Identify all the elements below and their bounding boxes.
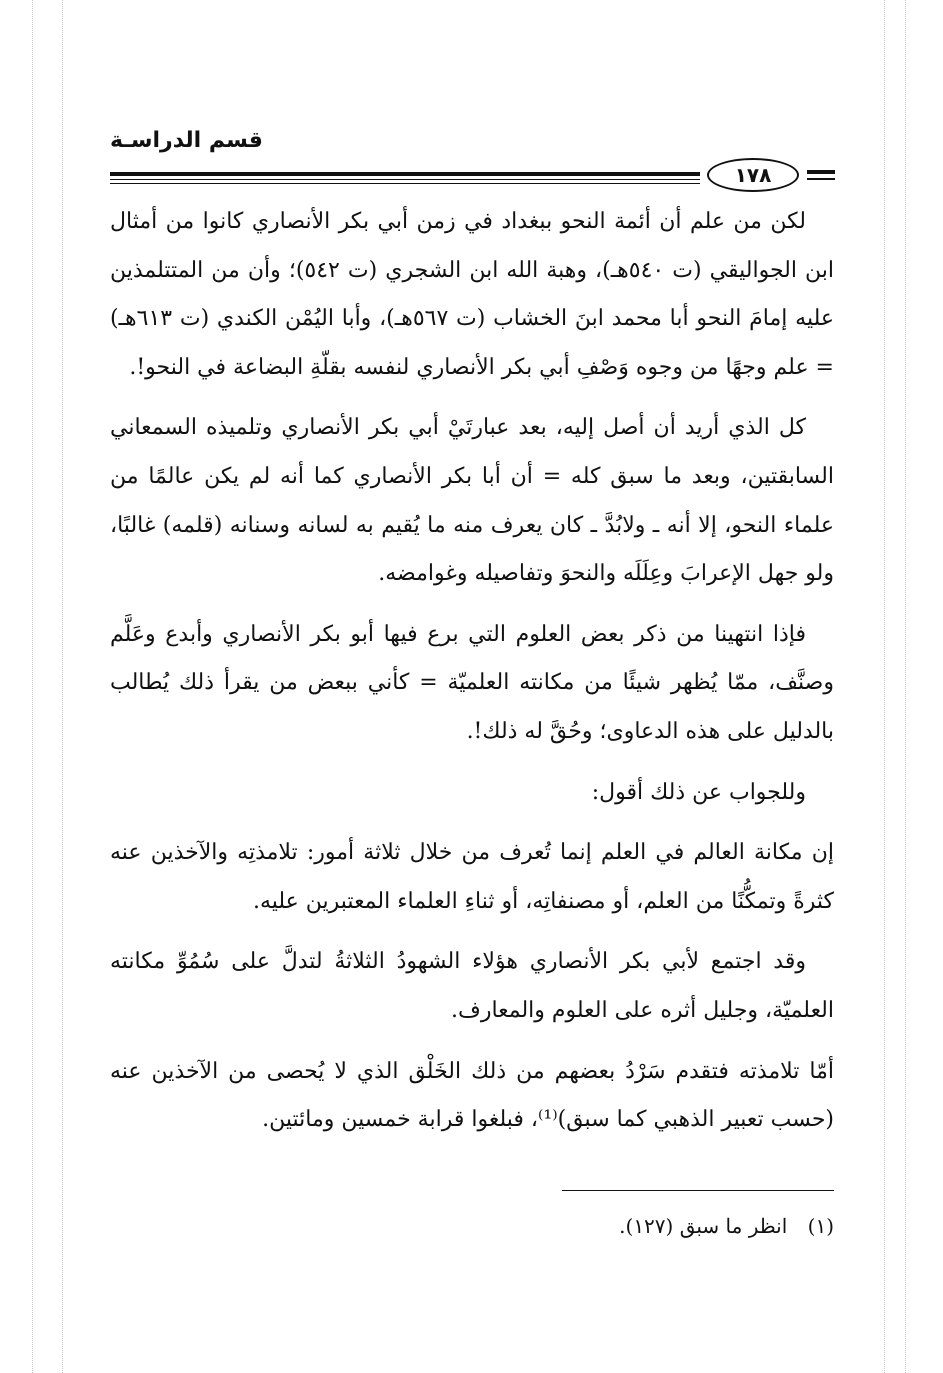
footnote-text: انظر ما سبق (١٢٧). xyxy=(619,1214,788,1238)
scan-margin-dots xyxy=(62,0,63,1373)
header-rule xyxy=(110,179,700,180)
header-rule xyxy=(110,172,700,176)
scan-margin-dots xyxy=(32,0,33,1373)
header-ornament xyxy=(807,178,835,180)
paragraph: إن مكانة العالم في العلم إنما تُعرف من خلال ثلاثة أمور: تلامذتِه والآخذين عنه كثرةً وتمكُّنًا من العلم، أو مصنفاتِه، أو ثناءِ العلماء المعتبرين عليه. xyxy=(110,840,834,914)
scan-margin-dots xyxy=(905,0,906,1373)
paragraph: أمّا تلامذته فتقدم سَرْدُ بعضهم من ذلك الخَلْق الذي لا يُحصى من الآخذين عنه (حسب تعبير الذهبي كما سبق)⁽¹⁾، فبلغوا قرابة خمسين ومائتين. xyxy=(110,1058,834,1133)
paragraph: لكن من علم أن أئمة النحو ببغداد في زمن أبي بكر الأنصاري كانوا من أمثال ابن الجواليقي (ت ٥٤٠هـ)، وهبة الله ابن الشجري (ت ٥٤٢)؛ وأن من المتتلمذين عليه إمامَ النحو أبا محمد ابنَ الخشاب (ت ٥٦٧هـ)، وأبا اليُمْن الكندي (ت ٦١٣هـ) = علم وجهًا من وجوه وَصْفِ أبي بكر الأنصاري لنفسه بقلّةِ البضاعة في النحو!. xyxy=(110,209,835,380)
paragraph: وقد اجتمع لأبي بكر الأنصاري هؤلاء الشهودُ الثلاثةُ لتدلَّ على سُمُوِّ مكانته العلميّة، وجليل أثره على العلوم والمعارف. xyxy=(110,949,834,1023)
scan-margin-dots xyxy=(884,0,885,1373)
paragraph: وللجواب عن ذلك أقول: xyxy=(591,779,806,805)
header-ornament xyxy=(807,170,835,174)
page-number: ١٧٨ xyxy=(707,158,799,192)
main-text xyxy=(110,198,834,1157)
footnote-marker: (١) xyxy=(807,1214,834,1238)
paragraph: كل الذي أريد أن أصل إليه، بعد عبارتَيْ أبي بكر الأنصاري وتلميذه السمعاني السابقتين، وبعد ما سبق كله = أن أبا بكر الأنصاري كما أنه لم يكن عالمًا من علماء النحو، إلا أنه ـ ولابُدَّ ـ كان يعرف منه ما يُقيم به لسانه وسنانه (قلمه) غالبًا، ولو جهل الإعرابَ وعِلَلَه والنحوَ وتفاصيله وغوامضه. xyxy=(110,415,834,587)
footnote-separator xyxy=(562,1190,834,1191)
footnote xyxy=(110,1208,834,1244)
header-rule xyxy=(110,183,700,184)
page-header xyxy=(110,122,835,192)
section-title: قسم الدراسـة xyxy=(110,128,263,153)
paragraph: فإذا انتهينا من ذكر بعض العلوم التي برع فيها أبو بكر الأنصاري وأبدع وعَلَّم وصنَّف، ممّا يُظهر شيئًا من مكانته العلميّة = كأني ببعض من يقرأ ذلك يُطالب بالدليل على هذه الدعاوى؛ وحُقَّ له ذلك!. xyxy=(110,621,834,744)
